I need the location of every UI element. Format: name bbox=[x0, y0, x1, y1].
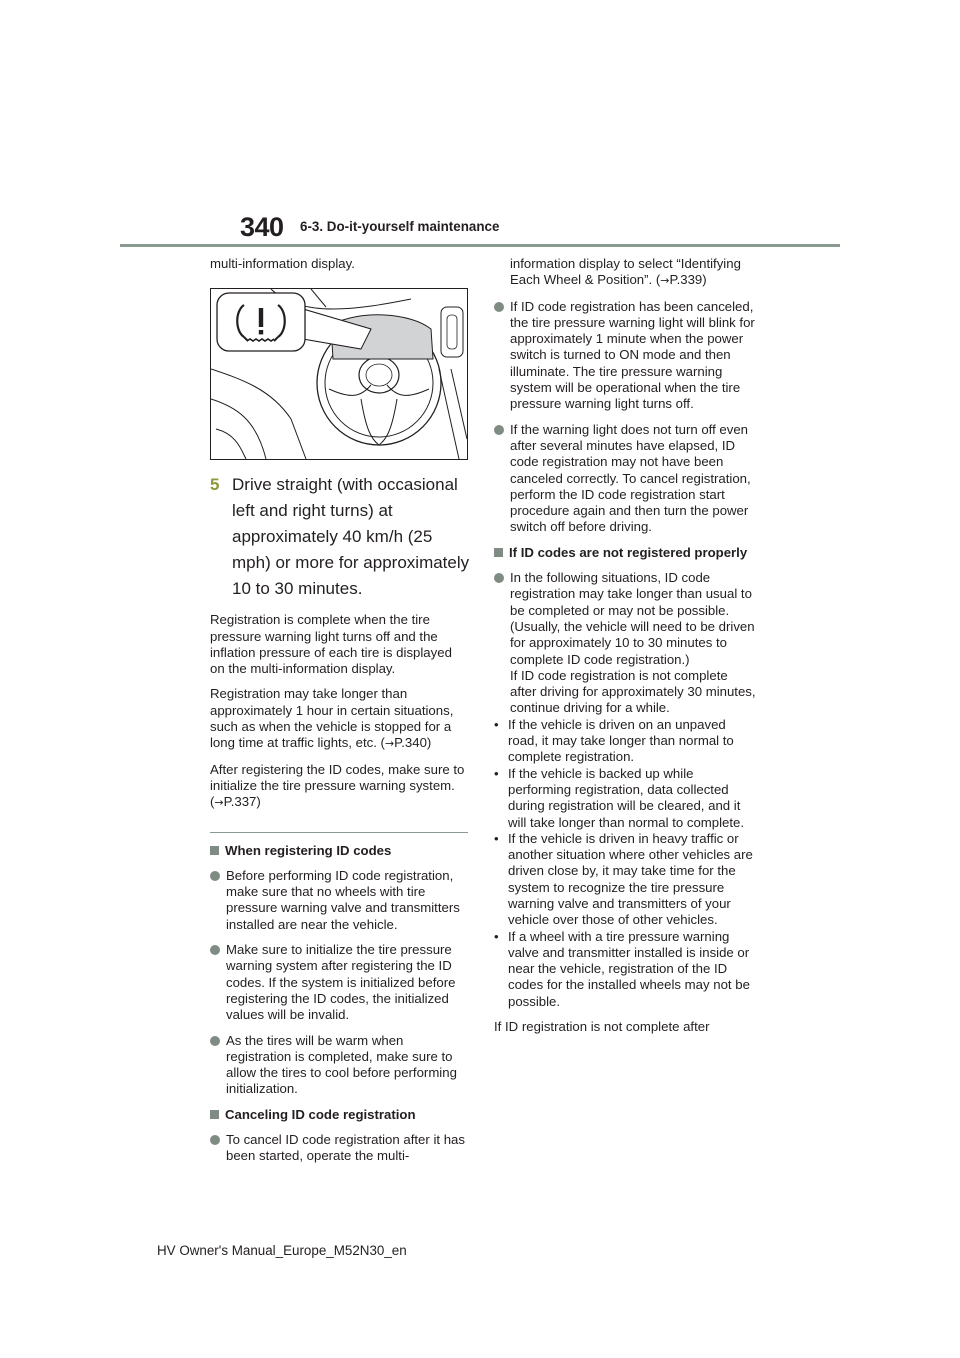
sub-list-item bbox=[494, 831, 756, 929]
list-item-text: Before performing ID code registration, make sure that no wheels with tire pressure warning valve and transmitters installed are near the vehicle. bbox=[226, 867, 460, 932]
heading-text: If ID codes are not registered properly bbox=[509, 544, 748, 560]
delay-paragraph bbox=[210, 686, 470, 752]
step-text: Drive straight (with occasional left and right turns) at approximately 40 km/h (25 mph) or more for approximately 10 to 30 minutes. bbox=[232, 475, 470, 599]
page-number: 340 bbox=[240, 212, 284, 242]
section-divider bbox=[210, 832, 468, 833]
circle-bullet-icon bbox=[494, 302, 504, 312]
list-item bbox=[210, 868, 470, 933]
circle-bullet-icon bbox=[210, 1036, 220, 1046]
square-bullet-icon bbox=[210, 846, 219, 855]
right-column bbox=[494, 256, 756, 1044]
dot-bullet-icon: • bbox=[494, 928, 499, 944]
circle-bullet-icon bbox=[210, 1135, 220, 1145]
left-column bbox=[210, 256, 470, 1174]
list-item-text: If ID code registration has been canceled, the tire pressure warning light will blink for approximately 1 minute when the power switch is turned to ON mode and then illuminate. The tire pressure warning system will be operational when the tire pressure warning light turns off. bbox=[510, 298, 755, 412]
step-5 bbox=[210, 472, 470, 602]
page-reference-link[interactable]: P.339 bbox=[669, 272, 703, 288]
reference-arrow-icon: → bbox=[384, 737, 395, 751]
list-item-text: If ID code registration is not complete after driving for approximately 30 minutes, continue driving for a while. bbox=[510, 667, 756, 716]
footer-text: HV Owner's Manual_Europe_M52N30_en bbox=[157, 1243, 407, 1258]
delay-text-end: ) bbox=[426, 735, 432, 751]
closing-paragraph: If ID registration is not complete after bbox=[494, 1019, 710, 1035]
not-registered-heading bbox=[494, 545, 756, 561]
initialize-text-end: ) bbox=[256, 794, 261, 810]
continued-text: information display to select “Identifying Each Wheel & Position”. ( bbox=[510, 256, 741, 288]
list-item-text: In the following situations, ID code registration may take longer than usual to be completed or may not be possible. (Usually, the vehicle will need to be driven for approximately 10 to 30 minutes to complete ID code registration.) bbox=[510, 570, 755, 667]
list-item-body bbox=[510, 570, 756, 717]
delay-text: Registration may take longer than approximately 1 hour in certain situations, such as when the vehicle is stopped for a long time at traffic lights, etc. ( bbox=[210, 686, 454, 751]
list-item-text: As the tires will be warm when registration is completed, make sure to allow the tires to cool before performing initialization. bbox=[226, 1032, 457, 1097]
sub-list-item-text: If the vehicle is driven in heavy traffic or another situation where other vehicles are driven close by, it may take time for the system to recognize the tire pressure warning valve and transmitters of your vehicle over those of other vehicles. bbox=[508, 830, 753, 928]
circle-bullet-icon bbox=[494, 425, 504, 435]
reference-arrow-icon: → bbox=[660, 274, 670, 288]
circle-bullet-icon bbox=[210, 871, 220, 881]
completion-paragraph: Registration is complete when the tire pressure warning light turns off and the inflation pressure of each tire is displayed on the multi-information display. bbox=[210, 612, 452, 677]
sub-list-item bbox=[494, 929, 756, 1010]
sub-list-item-text: If the vehicle is driven on an unpaved road, it may take longer than normal to complete registration. bbox=[508, 716, 734, 765]
page-reference-link[interactable]: P.340 bbox=[394, 735, 427, 751]
list-item bbox=[210, 1033, 470, 1098]
list-item-text: If the warning light does not turn off even after several minutes have elapsed, ID code registration may not have been canceled correctly. To cancel registration, perform the ID code registration start procedure again and then turn the power switch off before driving. bbox=[510, 421, 751, 535]
sub-list-item-text: If the vehicle is backed up while performing registration, data collected during registration will be cleared, and it will take longer than normal to complete. bbox=[508, 765, 745, 830]
reference-arrow-icon: → bbox=[214, 796, 224, 810]
square-bullet-icon bbox=[210, 1110, 219, 1119]
dot-bullet-icon: • bbox=[494, 765, 499, 781]
heading-text: Canceling ID code registration bbox=[225, 1106, 416, 1122]
list-item-text: To cancel ID code registration after it has been started, operate the multi- bbox=[226, 1132, 465, 1164]
dot-bullet-icon: • bbox=[494, 830, 499, 846]
list-item bbox=[210, 942, 470, 1023]
dot-bullet-icon: • bbox=[494, 716, 499, 732]
step-number: 5 bbox=[210, 475, 220, 495]
dashboard-illustration bbox=[210, 288, 468, 460]
canceling-heading bbox=[210, 1107, 470, 1123]
circle-bullet-icon bbox=[494, 573, 504, 583]
square-bullet-icon bbox=[494, 548, 503, 557]
list-item bbox=[494, 570, 756, 717]
section-title: 6-3. Do-it-yourself maintenance bbox=[300, 219, 500, 234]
intro-text: multi-information display. bbox=[210, 256, 355, 271]
dashboard-drawing bbox=[211, 289, 467, 459]
circle-bullet-icon bbox=[210, 945, 220, 955]
continued-text-end: ) bbox=[702, 272, 707, 288]
header-rule bbox=[120, 244, 840, 247]
heading-text: When registering ID codes bbox=[225, 842, 392, 858]
sub-list-item bbox=[494, 717, 756, 766]
when-registering-heading bbox=[210, 843, 470, 859]
initialize-paragraph bbox=[210, 762, 470, 812]
page-reference-link[interactable]: P.337 bbox=[223, 794, 257, 810]
continued-paragraph bbox=[494, 256, 756, 290]
list-item bbox=[210, 1132, 470, 1165]
sub-list-item bbox=[494, 766, 756, 831]
list-item bbox=[494, 299, 756, 413]
list-item-text: Make sure to initialize the tire pressure warning system after registering the ID codes. If the system is initialized before registering the ID codes, the initialized values will be invalid. bbox=[226, 942, 456, 1023]
sub-list-item-text: If a wheel with a tire pressure warning valve and transmitter installed is inside or near the vehicle, registration of the ID codes for the installed wheels may not be possible. bbox=[508, 928, 750, 1009]
initialize-text: After registering the ID codes, make sure to initialize the tire pressure warning system. ( bbox=[210, 761, 465, 810]
list-item bbox=[494, 422, 756, 536]
